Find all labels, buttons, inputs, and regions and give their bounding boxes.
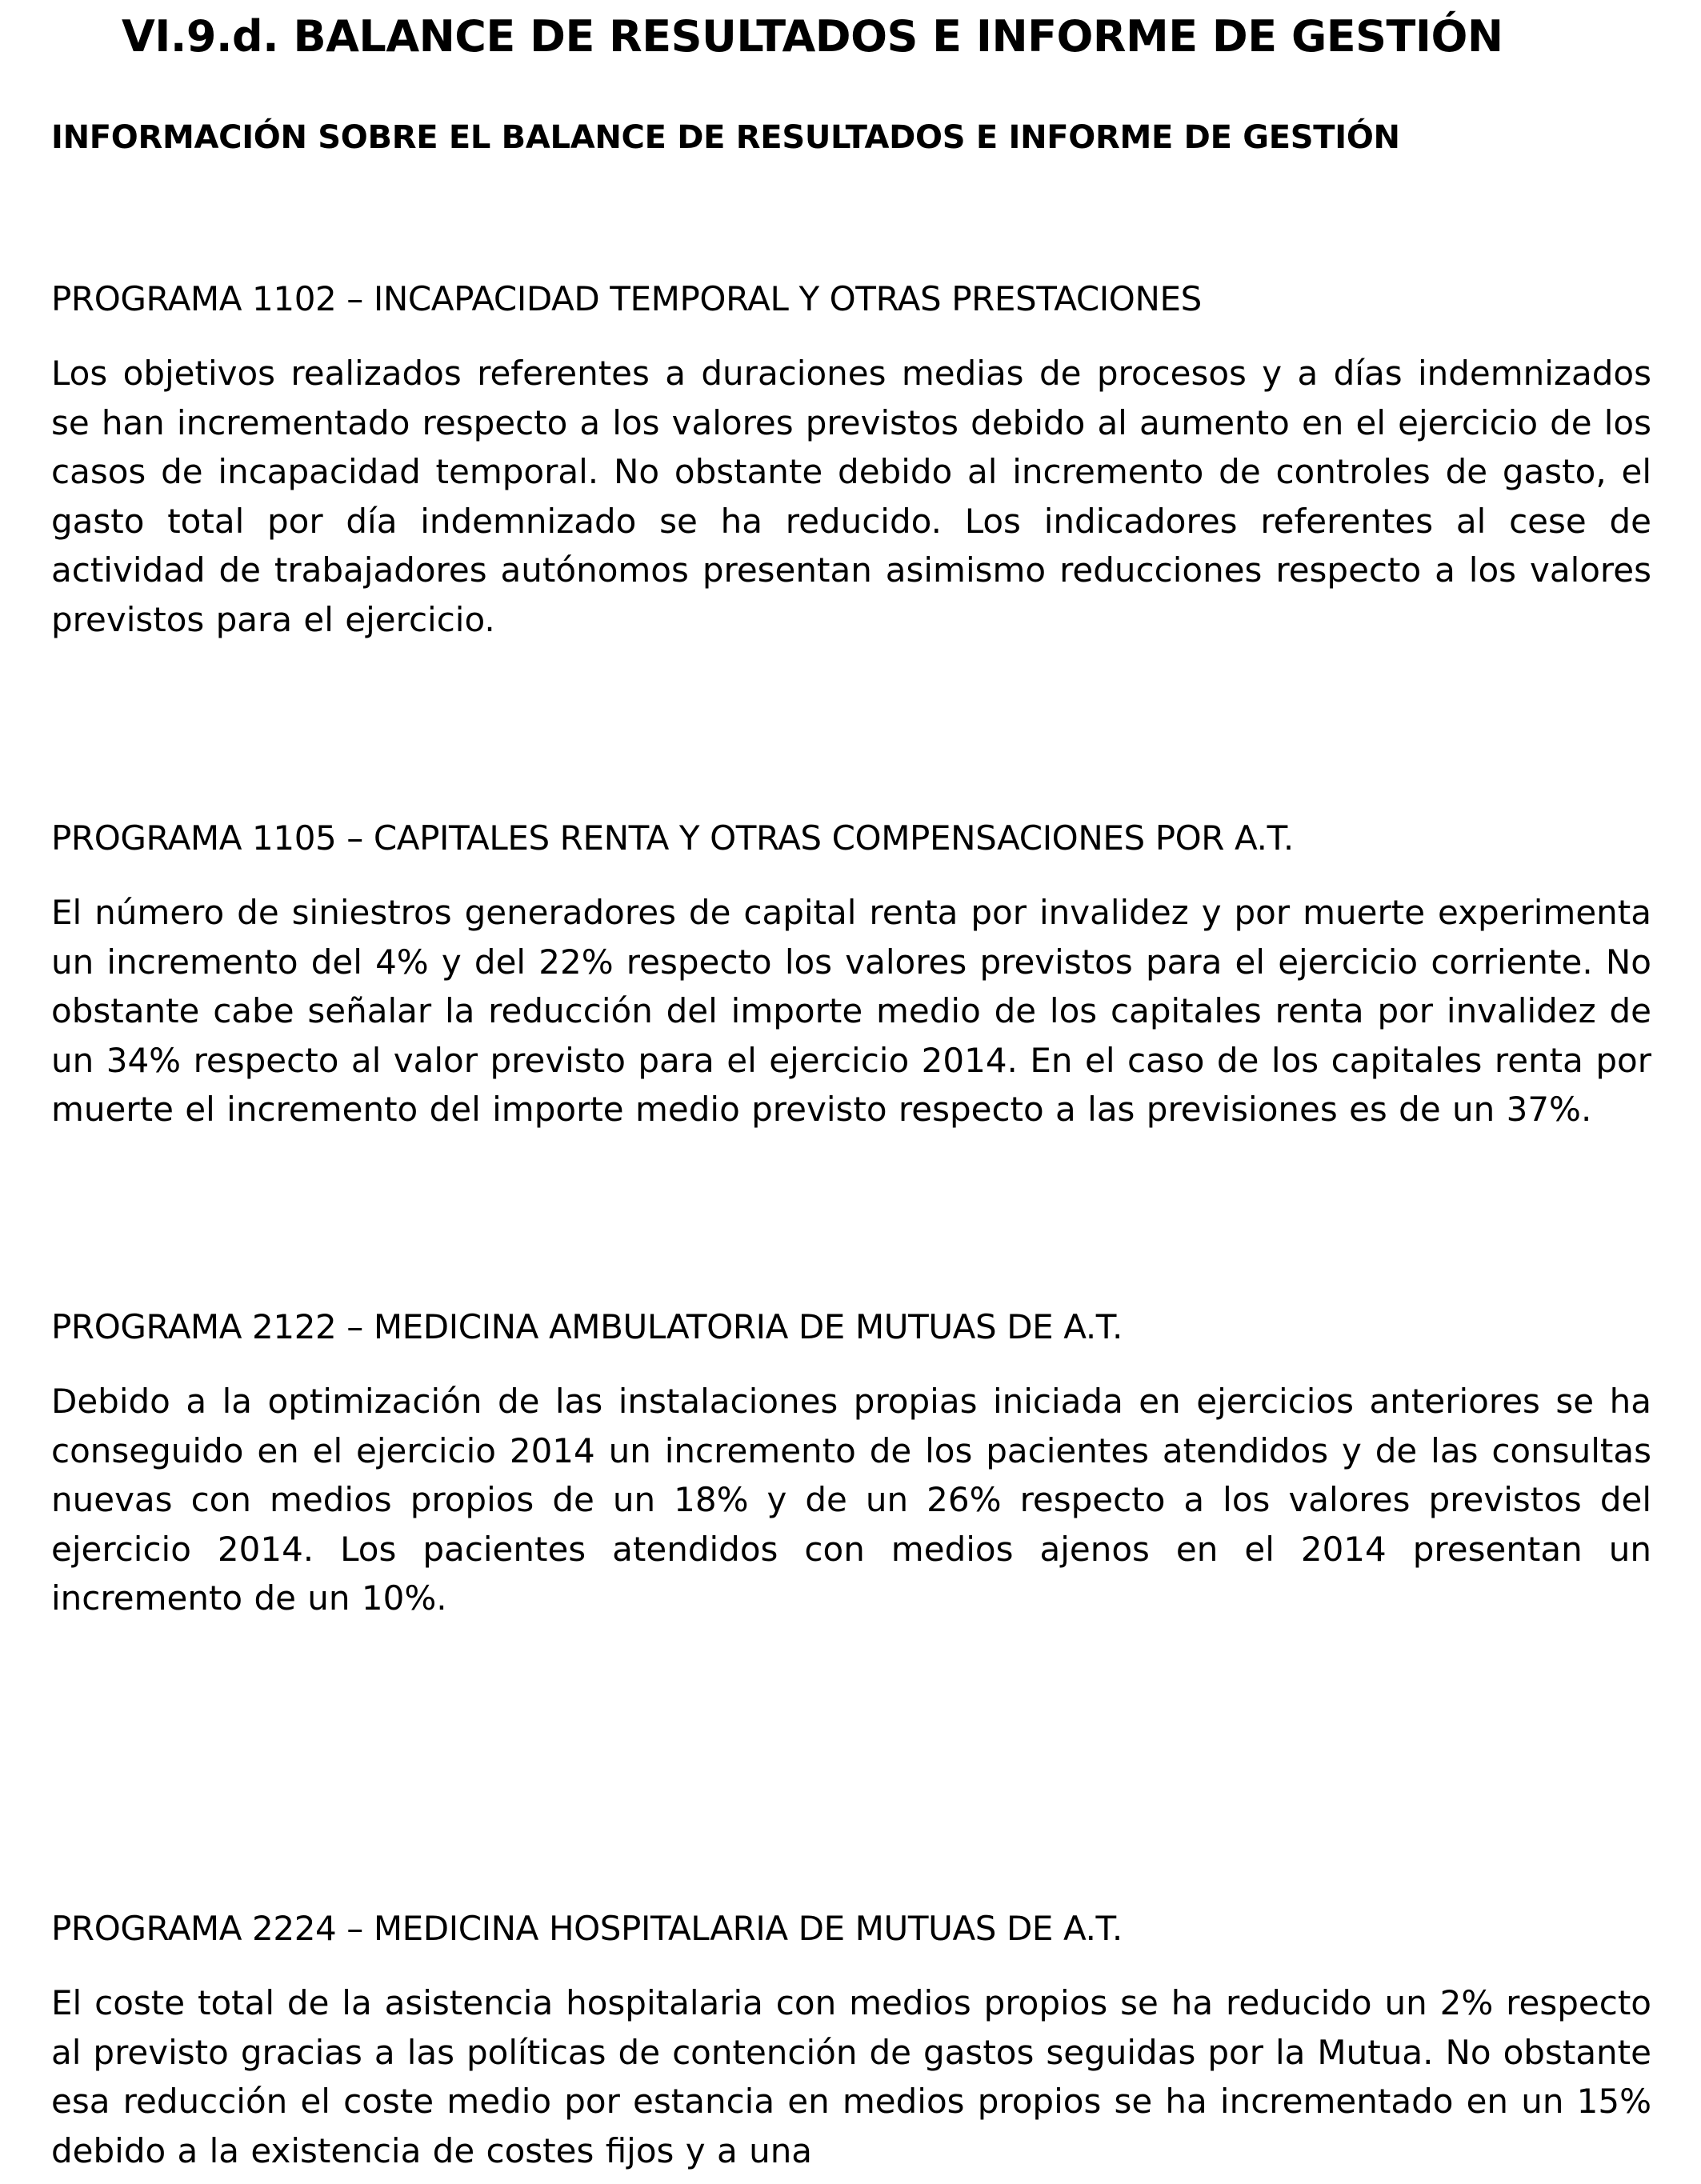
document-title: VI.9.d. BALANCE DE RESULTADOS E INFORME DE GESTIÓN — [122, 11, 1503, 62]
section-programa-1102 — [51, 275, 1651, 644]
section-programa-2122 — [51, 1303, 1651, 1623]
section-paragraph: Los objetivos realizados referentes a duraciones medias de procesos y a días indemnizados se han incrementado respecto a los valores previstos debido al aumento en el ejercicio de los casos de incapacidad temporal. No obstante debido al incremento de controles de gasto, el gasto total por día indemnizado se ha reducido. Los indicadores referentes al cese de actividad de trabajadores autónomos presentan asimismo reducciones respecto a los valores previstos para el ejercicio. — [51, 354, 1651, 639]
section-heading: PROGRAMA 2224 – MEDICINA HOSPITALARIA DE MUTUAS DE A.T. — [51, 1909, 1123, 1948]
document-subtitle: INFORMACIÓN SOBRE EL BALANCE DE RESULTADOS E INFORME DE GESTIÓN — [51, 119, 1400, 156]
section-programa-1105 — [51, 814, 1651, 1134]
section-heading: PROGRAMA 2122 – MEDICINA AMBULATORIA DE MUTUAS DE A.T. — [51, 1307, 1123, 1346]
section-paragraph: Debido a la optimización de las instalaciones propias iniciada en ejercicios anteriores se ha conseguido en el ejercicio 2014 un incremento de los pacientes atendidos y de las consultas nuevas con medios propios de un 18% y de un 26% respecto a los valores previstos del ejercicio 2014. Los pacientes atendidos con medios ajenos en el 2014 presentan un incremento de un 10%. — [51, 1382, 1651, 1618]
section-heading: PROGRAMA 1102 – INCAPACIDAD TEMPORAL Y OTRAS PRESTACIONES — [51, 279, 1202, 318]
section-paragraph: El número de siniestros generadores de capital renta por invalidez y por muerte experimenta un incremento del 4% y del 22% respecto los valores previstos para el ejercicio corriente. No obstante cabe señalar la reducción del importe medio de los capitales renta por invalidez de un 34% respecto al valor previsto para el ejercicio 2014. En el caso de los capitales renta por muerte el incremento del importe medio previsto respecto a las previsiones es de un 37%. — [51, 893, 1651, 1129]
section-paragraph: El coste total de la asistencia hospitalaria con medios propios se ha reducido un 2% respecto al previsto gracias a las políticas de contención de gastos seguidas por la Mutua. No obstante esa reducción el coste medio por estancia en medios propios se ha incrementado en un 15% debido a la existencia de costes fijos y a una — [51, 1983, 1651, 2170]
section-programa-2224 — [51, 1905, 1651, 2175]
section-heading: PROGRAMA 1105 – CAPITALES RENTA Y OTRAS COMPENSACIONES POR A.T. — [51, 818, 1294, 858]
